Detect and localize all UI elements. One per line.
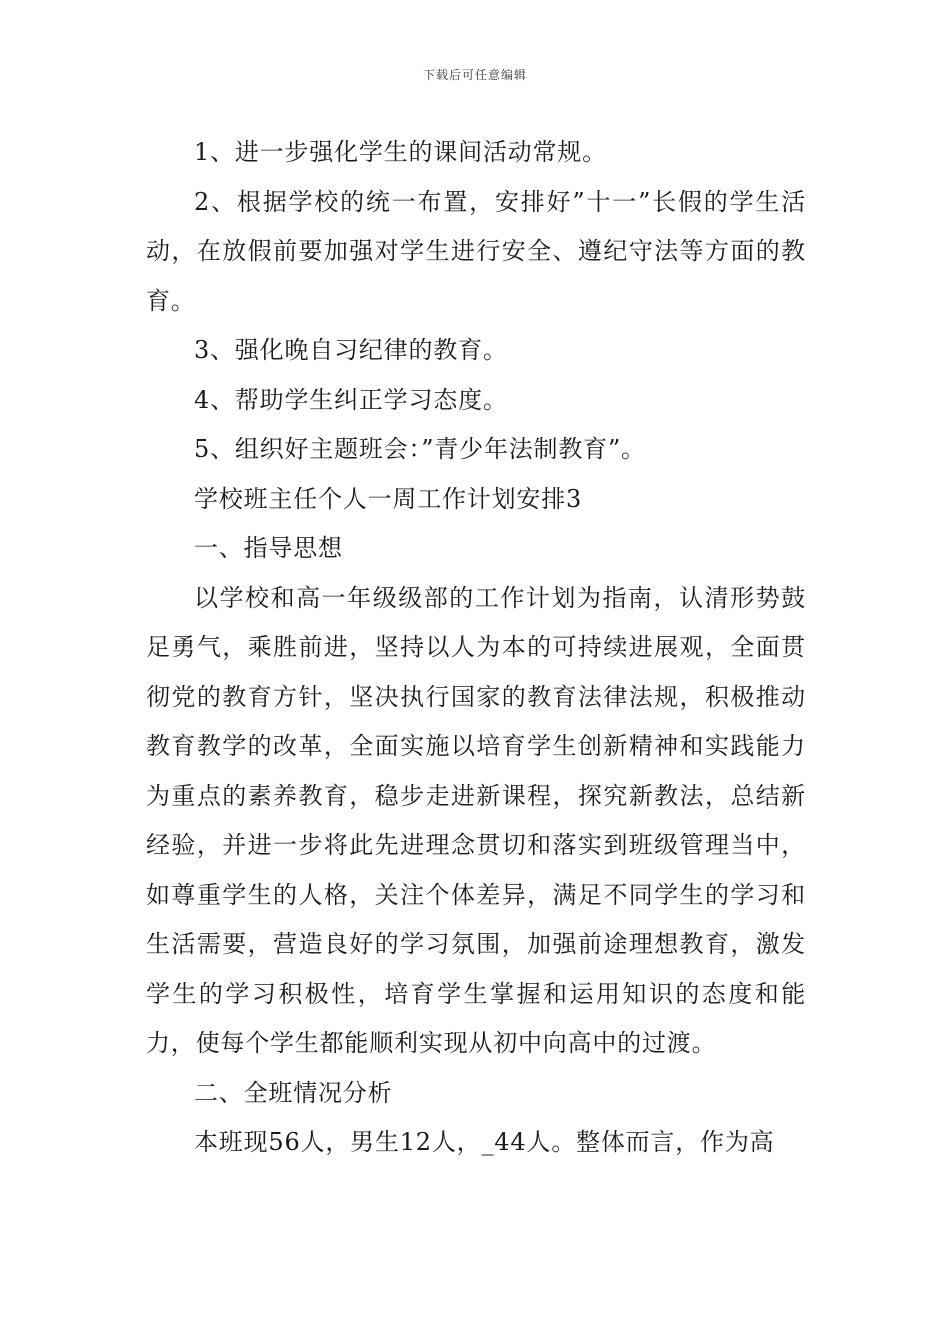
list-item-5: 5、组织好主题班会：”青少年法制教育”。	[194, 435, 646, 463]
section-title: 学校班主任个人一周工作计划安排3	[194, 484, 583, 513]
list-item-4: 4、帮助学生纠正学习态度。	[194, 385, 508, 414]
heading-guiding-ideology: 一、指导思想	[194, 534, 343, 562]
list-item-3: 3、强化晚自习纪律的教育。	[194, 336, 508, 364]
paragraph-class-analysis: 本班现56人，男生12人，_44人。整体而言，作为高	[194, 1128, 775, 1156]
header-note: 下载后可任意编辑	[422, 68, 527, 82]
list-item-1: 1、进一步强化学生的课间活动常规。	[194, 138, 607, 166]
list-item-2: 2、根据学校的统一布置，安排好”十一”长假的学生活动，在放假前要加强对学生进行安全、遵纪守法等方面的教育。	[146, 187, 806, 315]
paragraph-guiding-ideology: 以学校和高一年级级部的工作计划为指南，认清形势鼓足勇气，乘胜前进，坚持以人为本的可持续进展观，全面贯彻党的教育方针，坚决执行国家的教育法律法规，积极推动教育教学的改革，全面实施以培育学生创新精神和实践能力为重点的素养教育，稳步走进新课程，探究新教法，总结新经验，并进一步将此先进理念贯切和落实到班级管理当中，如尊重学生的人格，关注个体差异，满足不同学生的学习和生活需要，营造良好的学习氛围，加强前途理想教育，激发学生的学习积极性，培育学生掌握和运用知识的态度和能力，使每个学生都能顺利实现从初中向高中的过渡。	[146, 583, 806, 1057]
heading-class-analysis: 二、全班情况分析	[194, 1078, 393, 1107]
document-body	[146, 128, 806, 1168]
